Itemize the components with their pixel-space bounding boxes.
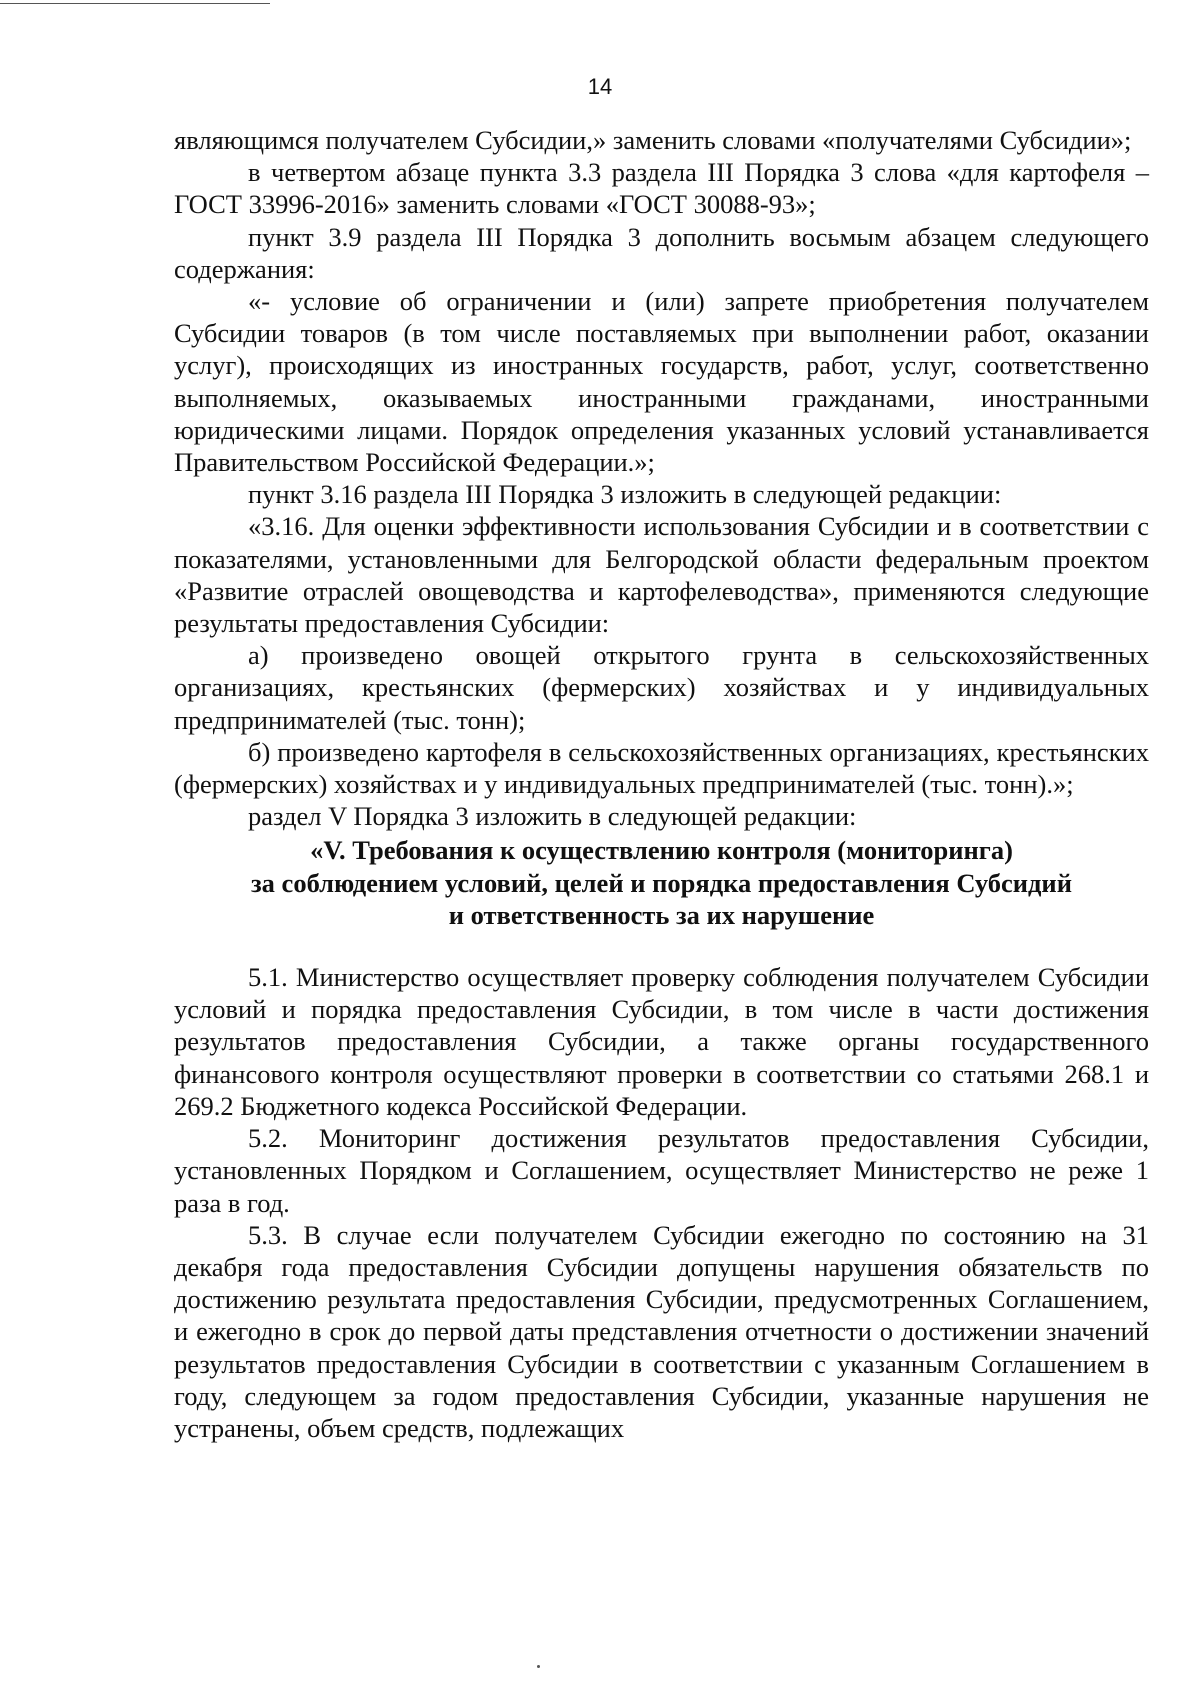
scan-edge-line [0, 3, 270, 4]
paragraph-item-a: а) произведено овощей открытого грунта в сельскохозяйственных организациях, крестьянских (фермерских) хозяйствах и у индивидуальных предпринимателей (тыс. тонн); [174, 640, 1149, 735]
section-v-heading [174, 834, 1149, 931]
page-number: 14 [587, 74, 613, 99]
section-heading-line-2: за соблюдением условий, целей и порядка предоставления Субсидий [251, 867, 1072, 898]
paragraph-continuation: являющимся получателем Субсидии,» заменить словами «получателями Субсидии»; [174, 125, 1132, 155]
document-body [174, 124, 1149, 1444]
paragraph-5-1: 5.1. Министерство осуществляет проверку соблюдения получателем Субсидии условий и порядка предоставления Субсидии, в том числе в части достижения результатов предоставления Субсидии, а также органы государственного финансового контроля осуществляют проверки в соответствии со статьями 268.1 и 269.2 Бюджетного кодекса Российской Федерации. [174, 962, 1149, 1121]
paragraph-point-3-3: в четвертом абзаце пункта 3.3 раздела III Порядка 3 слова «для картофеля – ГОСТ 33996-2016» заменить словами «ГОСТ 30088-93»; [174, 157, 1149, 220]
paragraph-5-2: 5.2. Мониторинг достижения результатов предоставления Субсидии, установленных Порядком и Соглашением, осуществляет Министерство не реже 1 раза в год. [174, 1123, 1149, 1218]
paragraph-point-3-16: пункт 3.16 раздела III Порядка 3 изложить в следующей редакции: [248, 479, 1002, 510]
paragraph-point-3-9: пункт 3.9 раздела III Порядка 3 дополнить восьмым абзацем следующего содержания: [174, 221, 1149, 284]
section-heading-line-3: и ответственность за их нарушение [448, 899, 875, 930]
paragraph-condition-quote: «- условие об ограничении и (или) запрете приобретения получателем Субсидии товаров (в том числе поставляемых при выполнении работ, оказании услуг), происходящих из иностранных государств, работ, услуг, соответственно выполняемых, оказываемых иностранными гражданами, иностранными юридическими лицами. Порядок определения указанных условий устанавливается Правительством Российской Федерации.»; [174, 286, 1149, 478]
paragraph-item-b: б) произведено картофеля в сельскохозяйственных организациях, крестьянских (фермерских) хозяйствах и у индивидуальных предпринимателей (тыс. тонн).»; [174, 736, 1149, 800]
scan-dot-mark [537, 1665, 540, 1668]
paragraph-3-16-text: «3.16. Для оценки эффективности использования Субсидии и в соответствии с показателями, установленными для Белгородской области федеральным проектом «Развитие отраслей овощеводства и картофелеводства», применяются следующие результаты предоставления Субсидии: [174, 511, 1149, 639]
paragraph-section-v-intro: раздел V Порядка 3 изложить в следующей редакции: [248, 801, 857, 832]
section-heading-line-1: «V. Требования к осуществлению контроля (мониторинга) [310, 835, 1013, 866]
paragraph-5-3: 5.3. В случае если получателем Субсидии ежегодно по состоянию на 31 декабря года предоставления Субсидии допущены нарушения обязательств по достижению результата предоставления Субсидии, предусмотренных Соглашением, и ежегодно в срок до первой даты представления отчетности о достижении значений результатов предоставления Субсидии в соответствии с указанным Соглашением в году, следующем за годом предоставления Субсидии, указанные нарушения не устранены, объем средств, подлежащих [174, 1219, 1149, 1443]
